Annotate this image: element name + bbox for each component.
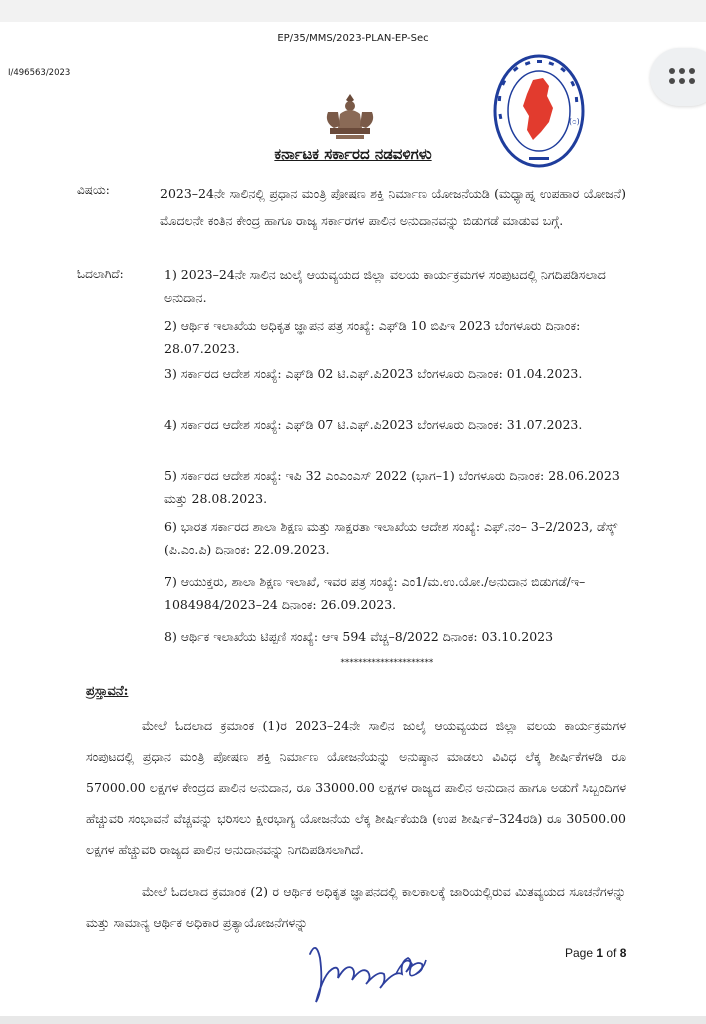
bottom-band xyxy=(0,1016,706,1024)
references-label: ಓದಲಾಗಿದೆ: xyxy=(77,267,124,281)
reference-item: 4) ಸರ್ಕಾರದ ಆದೇಶ ಸಂಖ್ಯೆ: ಎಫ್‌ಡಿ 07 ಟಿ.ಎಫ್.ಪಿ2023 ಬೆಂಗಳೂರು ದಿನಾಂಕ: 31.07.2023. xyxy=(164,417,583,432)
page-number: Page 1 of 8 xyxy=(565,946,627,960)
separator-stars: ********************* xyxy=(340,658,433,668)
top-band xyxy=(0,0,706,22)
reference-item: 8) ಆರ್ಥಿಕ ಇಲಾಖೆಯ ಟಿಪ್ಪಣಿ ಸಂಖ್ಯೆ: ಆಇ 594 ವೆಚ್ಚ–8/2022 ದಿನಾಂಕ: 03.10.2023 xyxy=(164,629,554,644)
reference-item: 2) ಆರ್ಥಿಕ ಇಲಾಖೆಯ ಅಧಿಕೃತ ಜ್ಞಾಪನ ಪತ್ರ ಸಂಖ್ಯೆ: ಎಫ್‌ಡಿ 10 ಬಿಪಿಇ 2023 ಬೆಂಗಳೂರು ದಿನಾಂಕ: 28.07.2023. xyxy=(164,318,581,356)
subject-text: 2023–24ನೇ ಸಾಲಿನಲ್ಲಿ ಪ್ರಧಾನ ಮಂತ್ರಿ ಪೋಷಣ ಶಕ್ತಿ ನಿರ್ಮಾಣ ಯೋಜನೆಯಡಿ (ಮಧ್ಯಾಹ್ನ ಉಪಹಾರ ಯೋಜನೆ) ಮೊದಲನೇ ಕಂತಿನ ಕೇಂದ್ರ ಹಾಗೂ ರಾಜ್ಯ ಸರ್ಕಾರಗಳ ಪಾಲಿನ ಅನುದಾನವನ್ನು ಬಿಡುಗಡೆ ಮಾಡುವ ಬಗ್ಗೆ. xyxy=(160,186,626,228)
svg-text:(೦): (೦) xyxy=(569,117,580,126)
subject-label: ವಿಷಯ: xyxy=(77,183,110,197)
document-heading: ಕರ್ನಾಟಕ ಸರ್ಕಾರದ ನಡವಳಿಗಳು xyxy=(274,145,432,163)
state-emblem-icon xyxy=(322,92,378,144)
preamble-heading: ಪ್ರಸ್ತಾವನೆ: xyxy=(86,684,129,699)
more-dots-icon xyxy=(669,68,695,84)
menu-button[interactable] xyxy=(650,48,706,106)
signature-icon xyxy=(300,934,460,1006)
preamble-paragraph-2: ಮೇಲೆ ಓದಲಾದ ಕ್ರಮಾಂಕ (2) ರ ಆರ್ಥಿಕ ಅಧಿಕೃತ ಜ್ಞಾಪನದಲ್ಲಿ ಕಾಲಕಾಲಕ್ಕೆ ಜಾರಿಯಲ್ಲಿರುವ ಮಿತವ್ಯಯದ ಸೂಚನೆಗಳನ್ನು ಮತ್ತು ಸಾಮಾನ್ಯ ಆರ್ಥಿಕ ಅಧಿಕಾರ ಪ್ರತ್ಯಾಯೋಜನೆಗಳನ್ನು xyxy=(86,884,626,930)
reference-item: 1) 2023–24ನೇ ಸಾಲಿನ ಜುಲೈ ಆಯವ್ಯಯದ ಜಿಲ್ಲಾ ವಲಯ ಕಾರ್ಯಕ್ರಮಗಳ ಸಂಪುಟದಲ್ಲಿ ನಿಗದಿಪಡಿಸಲಾದ ಅನುದಾನ. xyxy=(164,267,606,305)
reference-item: 7) ಆಯುಕ್ತರು, ಶಾಲಾ ಶಿಕ್ಷಣ ಇಲಾಖೆ, ಇವರ ಪತ್ರ ಸಂಖ್ಯೆ: ಎಂ1/ಮ.ಉ.ಯೋ./ಅನುದಾನ ಬಿಡುಗಡೆ/ಇ–1084984/2023–24 ದಿನಾಂಕ: 26.09.2023. xyxy=(164,574,586,612)
reference-item: 5) ಸರ್ಕಾರದ ಆದೇಶ ಸಂಖ್ಯೆ: ಇಪಿ 32 ಎಂಎಂಎಸ್ 2022 (ಭಾಗ–1) ಬೆಂಗಳೂರು ದಿನಾಂಕ: 28.06.2023 ಮತ್ತು 28.08.2023. xyxy=(164,468,620,506)
file-number: EP/35/MMS/2023-PLAN-EP-Sec xyxy=(277,33,429,44)
preamble-paragraph-1: ಮೇಲೆ ಓದಲಾದ ಕ್ರಮಾಂಕ (1)ರ 2023–24ನೇ ಸಾಲಿನ ಜುಲೈ ಆಯವ್ಯಯದ ಜಿಲ್ಲಾ ವಲಯ ಕಾರ್ಯಕ್ರಮಗಳ ಸಂಪುಟದಲ್ಲಿ ಪ್ರಧಾನ ಮಂತ್ರಿ ಪೋಷಣ ಶಕ್ತಿ ನಿರ್ಮಾಣ ಯೋಜನೆಯನ್ನು ಅನುಷ್ಠಾನ ಮಾಡಲು ವಿವಿಧ ಲೆಕ್ಕ ಶೀರ್ಷಿಕೆಗಳಡಿ ರೂ 57000.00 ಲಕ್ಷಗಳ ಕೇಂದ್ರದ ಪಾಲಿನ ಅನುದಾನ, ರೂ 33000.00 ಲಕ್ಷಗಳ ರಾಜ್ಯದ ಪಾಲಿನ ಅನುದಾನ ಹಾಗೂ ಅಡುಗೆ ಸಿಬ್ಬಂದಿಗಳ ಹೆಚ್ಚುವರಿ ಸಂಭಾವನೆ ವೆಚ್ಚವನ್ನು ಭರಿಸಲು ಕ್ಷೀರಭಾಗ್ಯ ಯೋಜನೆಯ ಲೆಕ್ಕ ಶೀರ್ಷಿಕೆಯಡಿ (ಉಪ ಶೀರ್ಷಿಕೆ–324ರಡಿ) ರೂ 30500.00 ಲಕ್ಷಗಳ ಹೆಚ್ಚುವರಿ ರಾಜ್ಯದ ಪಾಲಿನ ಅನುದಾನವನ್ನು ನಿಗದಿಪಡಿಸಲಾಗಿದೆ. xyxy=(86,718,626,857)
reference-item: 6) ಭಾರತ ಸರ್ಕಾರದ ಶಾಲಾ ಶಿಕ್ಷಣ ಮತ್ತು ಸಾಕ್ಷರತಾ ಇಲಾಖೆಯ ಆದೇಶ ಸಂಖ್ಯೆ: ಎಫ್.ನಂ– 3–2/2023, ಡೆಸ್ಕ್ (ಪಿ.ಎಂ.ಪಿ) ದಿನಾಂಕ: 22.09.2023. xyxy=(164,519,618,557)
reference-item: 3) ಸರ್ಕಾರದ ಆದೇಶ ಸಂಖ್ಯೆ: ಎಫ್‌ಡಿ 02 ಟಿ.ಎಫ್.ಪಿ2023 ಬೆಂಗಳೂರು ದಿನಾಂಕ: 01.04.2023. xyxy=(164,366,583,381)
inward-number: I/496563/2023 xyxy=(8,68,71,78)
